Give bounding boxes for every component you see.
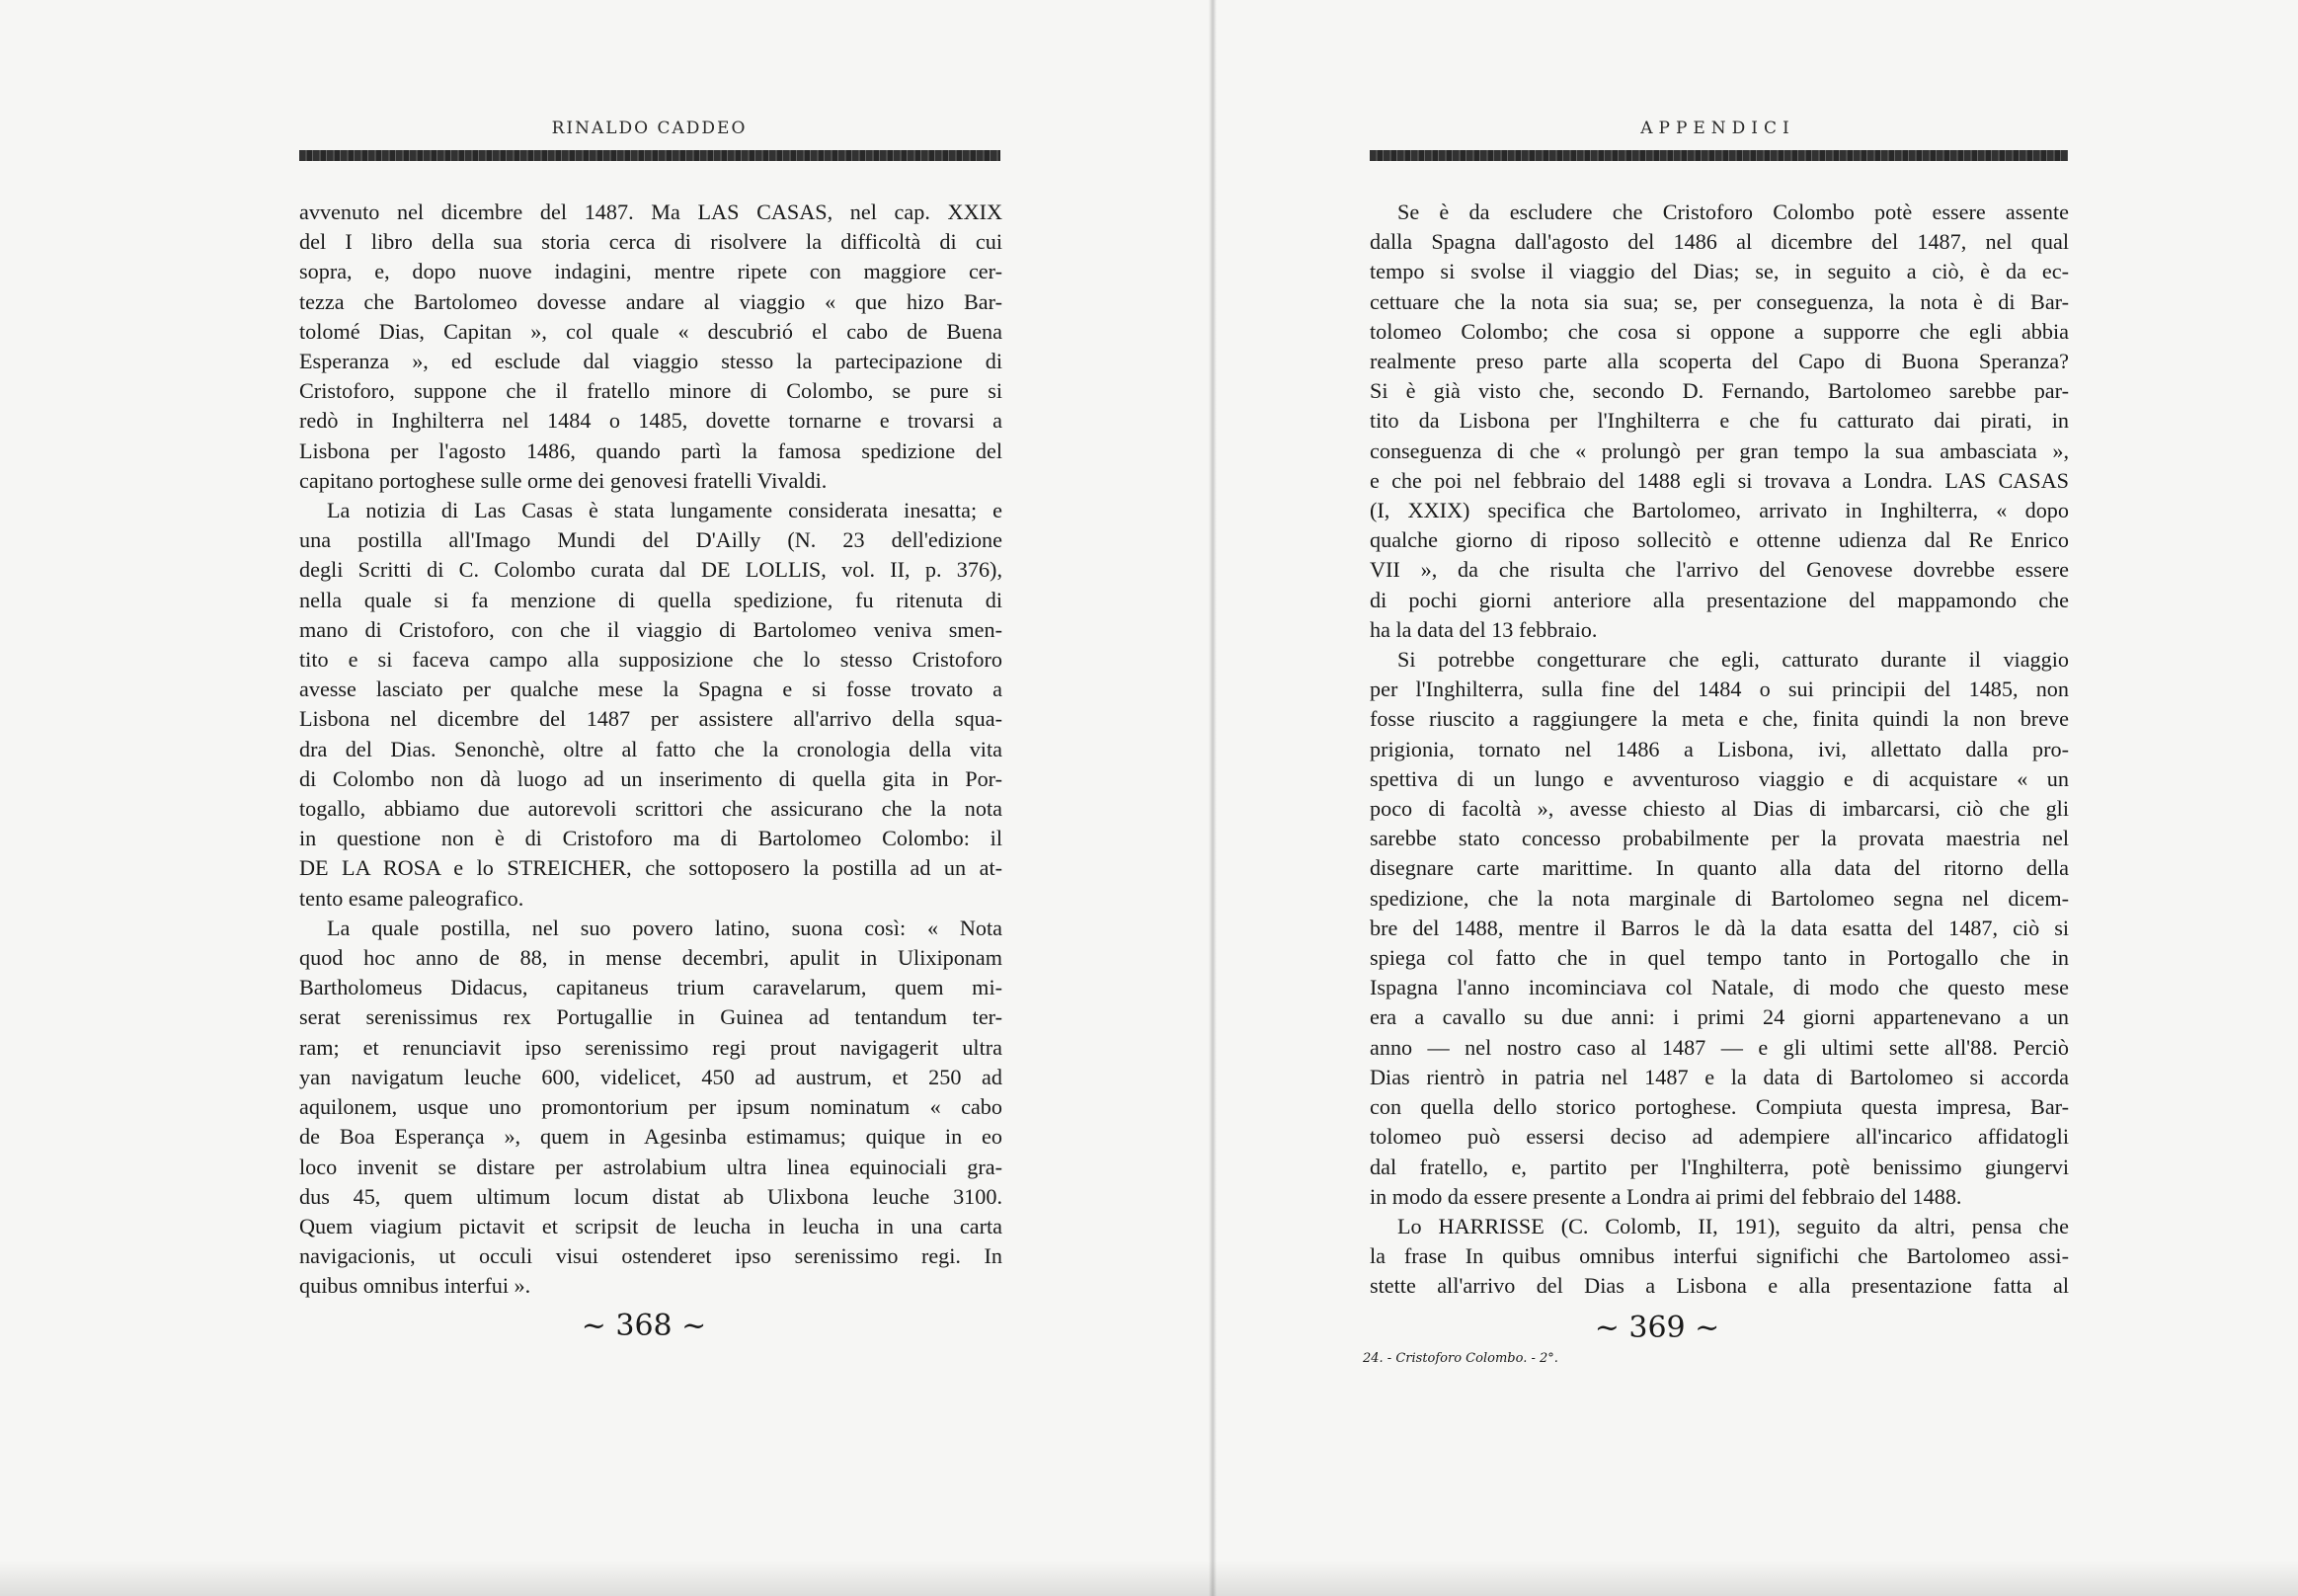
text-line: VII », da che risulta che l'arrivo del Genovese dovrebbe essere	[1370, 557, 2069, 583]
text-line: dalla Spagna dall'agosto del 1486 al dicembre del 1487, nel qual	[1370, 229, 2069, 255]
text-line: avvenuto nel dicembre del 1487. Ma LAS CASAS, nel cap. XXIX	[299, 200, 1002, 224]
text-line: poco di facoltà », avesse chiesto al Dias di imbarcarsi, ciò che gli	[1370, 796, 2069, 822]
text-line: disegnare carte marittime. In quanto alla data del ritorno della	[1370, 855, 2069, 881]
text-line: tito e si faceva campo alla supposizione che lo stesso Cristoforo	[299, 647, 1002, 673]
text-line: serat serenissimus rex Portugallie in Guinea ad tentandum ter-	[299, 1004, 1002, 1030]
text-line: la frase In quibus omnibus interfui significhi che Bartolomeo assi-	[1370, 1243, 2069, 1269]
right-body-text	[1370, 198, 2069, 1302]
text-line: quibus omnibus interfui ».	[299, 1273, 531, 1299]
text-line: ram; et renunciavit ipso serenissimo regi prout navigagerit ultra	[299, 1034, 1002, 1060]
left-header-rule	[299, 150, 1000, 161]
text-line: Cristoforo, suppone che il fratello minore di Colombo, se pure si	[299, 378, 1002, 404]
text-line: conseguenza di che « prolungò per gran tempo la sua ambasciata »,	[1370, 438, 2069, 463]
text-line: di pochi giorni anteriore alla presentazione del mappamondo che	[1370, 587, 2069, 612]
text-line: Bartholomeus Didacus, capitaneus trium caravelarum, quem mi-	[299, 975, 1002, 1000]
text-line: aquilonem, usque uno promontorium per ipsum nominatum « cabo	[299, 1094, 1002, 1120]
text-line: Dias rientrò in patria nel 1487 e la data di Bartolomeo si accorda	[1370, 1064, 2069, 1089]
text-line: Quem viagium pictavit et scripsit de leucha in leucha in una carta	[299, 1213, 1002, 1238]
text-line: de Boa Esperança », quem in Agesinba estimamus; quique in eo	[299, 1124, 1002, 1150]
text-line: degli Scritti di C. Colombo curata dal DE LOLLIS, vol. II, p. 376),	[299, 557, 1002, 583]
right-page-number: ~ 369 ~	[1594, 1311, 1720, 1345]
text-line: tolomeo Colombo; che cosa si oppone a supporre che egli abbia	[1370, 318, 2069, 344]
text-line: DE LA ROSA e lo STREICHER, che sottoposero la postilla ad un at-	[299, 855, 1002, 881]
text-line: loco invenit se distare per astrolabium ultra linea equinociali gra-	[299, 1154, 1002, 1179]
book-gutter	[1209, 0, 1217, 1596]
text-line: tolomeo può essersi deciso ad adempiere all'incarico affidatogli	[1370, 1124, 2069, 1150]
text-line: dus 45, quem ultimum locum distat ab Ulixbona leuche 3100.	[299, 1183, 1002, 1209]
text-line: del I libro della sua storia cerca di risolvere la difficoltà di cui	[299, 229, 1002, 255]
text-line: Ispagna l'anno incominciava col Natale, di modo che questo mese	[1370, 975, 2069, 1000]
text-line: una postilla all'Imago Mundi del D'Ailly (N. 23 dell'edizione	[299, 527, 1002, 553]
text-line: dal fratello, e, partito per l'Inghilterra, potè benissimo giungervi	[1370, 1154, 2069, 1179]
text-line: Lisbona per l'agosto 1486, quando partì la famosa spedizione del	[299, 438, 1002, 463]
right-page	[1217, 0, 2298, 1596]
text-line: anno — nel nostro caso al 1487 — e gli ultimi sette all'88. Perciò	[1370, 1034, 2069, 1060]
text-line: yan navigatum leuche 600, videlicet, 450 ad austrum, et 250 ad	[299, 1064, 1002, 1089]
text-line: sopra, e, dopo nuove indagini, mentre ripete con maggiore cer-	[299, 259, 1002, 284]
text-line: Esperanza », ed esclude dal viaggio stesso la partecipazione di	[299, 349, 1002, 374]
text-line: capitano portoghese sulle orme dei genovesi fratelli Vivaldi.	[299, 467, 828, 493]
text-line: tezza che Bartolomeo dovesse andare al viaggio « que hizo Bar-	[299, 288, 1002, 314]
text-line: spedizione, che la nota marginale di Bartolomeo segna nel dicem-	[1370, 885, 2069, 911]
text-line: dra del Dias. Senonchè, oltre al fatto che la cronologia della vita	[299, 736, 1002, 761]
text-line: stette all'arrivo del Dias a Lisbona e alla presentazione fatta al	[1370, 1273, 2069, 1299]
text-line: per l'Inghilterra, sulla fine del 1484 o sui principii del 1485, non	[1370, 677, 2069, 702]
text-line: navigacionis, ut occuli visui ostenderet ipso serenissimo regi. In	[299, 1243, 1002, 1269]
left-page-number: ~ 368 ~	[581, 1309, 707, 1343]
text-line: di Colombo non dà luogo ad un inserimento di quella gita in Por-	[299, 765, 1002, 791]
text-line: Si potrebbe congetturare che egli, catturato durante il viaggio	[1397, 647, 2069, 673]
text-line: con quella dello storico portoghese. Compiuta questa impresa, Bar-	[1370, 1094, 2069, 1120]
text-line: tolomé Dias, Capitan », col quale « descubrió el cabo de Buena	[299, 318, 1002, 344]
text-line: ha la data del 13 febbraio.	[1370, 616, 1598, 642]
text-line: tento esame paleografico.	[299, 885, 524, 911]
right-header-rule	[1370, 150, 2068, 161]
text-line: era a cavallo su due anni: i primi 24 giorni appartenevano a un	[1370, 1004, 2069, 1030]
text-line: in questione non è di Cristoforo ma di Bartolomeo Colombo: il	[299, 826, 1002, 851]
text-line: prigionia, tornato nel 1486 a Lisbona, ivi, allettato dalla pro-	[1370, 736, 2069, 761]
text-line: Lisbona nel dicembre del 1487 per assistere all'arrivo della squa-	[299, 706, 1002, 732]
text-line: Se è da escludere che Cristoforo Colombo potè essere assente	[1397, 200, 2069, 224]
text-line: Si è già visto che, secondo D. Fernando, Bartolomeo sarebbe par-	[1370, 378, 2069, 404]
text-line: Lo HARRISSE (C. Colomb, II, 191), seguito da altri, pensa che	[1397, 1213, 2069, 1238]
text-line: quod hoc anno de 88, in mense decembri, apulit in Ulixiponam	[299, 945, 1002, 971]
text-line: tito da Lisbona per l'Inghilterra e che fu catturato dai pirati, in	[1370, 408, 2069, 434]
printer-signature: 24. - Cristoforo Colombo. - 2°.	[1363, 1351, 1558, 1366]
left-body-text	[299, 198, 1002, 1302]
text-line: nella quale si fa menzione di quella spedizione, fu ritenuta di	[299, 587, 1002, 612]
left-running-head: RINALDO CADDEO	[551, 119, 748, 138]
text-line: realmente preso parte alla scoperta del Capo di Buona Speranza?	[1370, 349, 2069, 374]
text-line: redò in Inghilterra nel 1484 o 1485, dovette tornarne e trovarsi a	[299, 408, 1002, 434]
text-line: sarebbe stato concesso probabilmente per la provata maestria nel	[1370, 826, 2069, 851]
text-line: e che poi nel febbraio del 1488 egli si trovava a Londra. LAS CASAS	[1370, 467, 2069, 493]
text-line: La notizia di Las Casas è stata lungamente considerata inesatta; e	[327, 498, 1002, 523]
text-line: spiega col fatto che in quel tempo tanto in Portogallo che in	[1370, 945, 2069, 971]
text-line: in modo da essere presente a Londra ai primi del febbraio del 1488.	[1370, 1183, 1962, 1209]
right-running-head: APPENDICI	[1640, 119, 1795, 138]
text-line: bre del 1488, mentre il Barros le dà la data esatta del 1487, ciò si	[1370, 915, 2069, 940]
text-line: cettuare che la nota sia sua; se, per conseguenza, la nota è di Bar-	[1370, 288, 2069, 314]
text-line: mano di Cristoforo, con che il viaggio di Bartolomeo veniva smen-	[299, 616, 1002, 642]
text-line: togallo, abbiamo due autorevoli scrittori che assicurano che la nota	[299, 796, 1002, 822]
text-line: qualche giorno di riposo sollecitò e ottenne udienza dal Re Enrico	[1370, 527, 2069, 553]
text-line: (I, XXIX) specifica che Bartolomeo, arrivato in Inghilterra, « dopo	[1370, 498, 2069, 523]
text-line: spettiva di un lungo e avventuroso viaggio e di acquistare « un	[1370, 765, 2069, 791]
text-line: tempo si svolse il viaggio del Dias; se, in seguito a ciò, è da ec-	[1370, 259, 2069, 284]
text-line: La quale postilla, nel suo povero latino, suona così: « Nota	[327, 915, 1002, 940]
text-line: avesse lasciato per qualche mese la Spagna e si fosse trovato a	[299, 677, 1002, 702]
text-line: fosse riuscito a raggiungere la meta e che, finita quindi la non breve	[1370, 706, 2069, 732]
